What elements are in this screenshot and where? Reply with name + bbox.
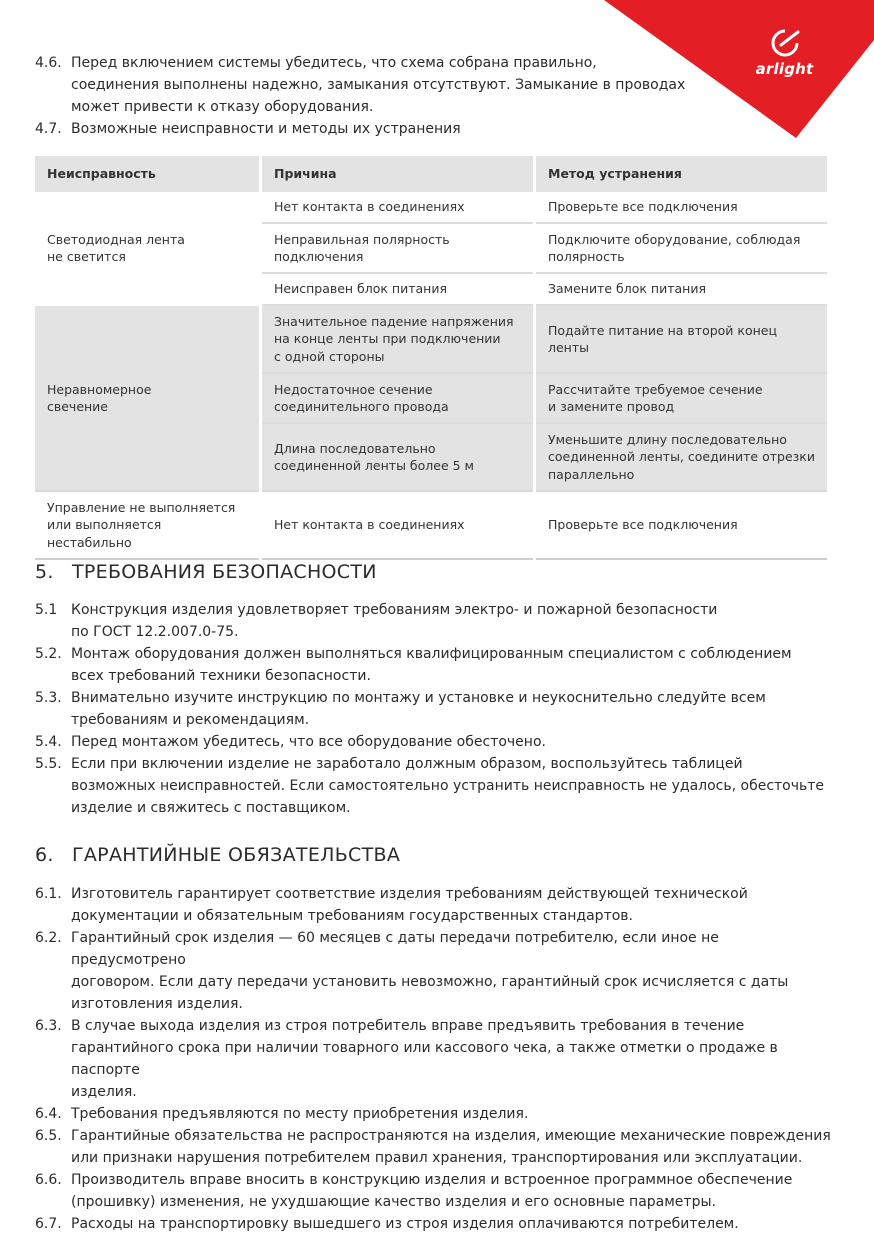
item-number: 4.6.: [35, 55, 62, 71]
item-text: [71, 1169, 835, 1213]
table-row: [35, 491, 827, 559]
fix-cell: [535, 223, 828, 273]
item-text: [71, 52, 835, 118]
item-text: [71, 643, 835, 687]
item-number: 4.7.: [35, 121, 62, 137]
text-line: требованиям и рекомендациям.: [71, 712, 310, 728]
section-6-heading: ГАРАНТИЙНЫЕ ОБЯЗАТЕЛЬСТВА: [72, 844, 401, 866]
item-number: 6.7.: [35, 1216, 62, 1232]
item-number: 5.5.: [35, 756, 62, 772]
text-line: с одной стороны: [274, 348, 385, 364]
text-line: Проверьте все подключения: [548, 517, 738, 533]
item-number: 6.2.: [35, 930, 62, 946]
text-line: Длина последовательно: [274, 440, 436, 456]
item-text: [71, 1213, 835, 1235]
text-line: соединенной ленты более 5 м: [274, 458, 474, 473]
section-5-number: 5.: [35, 561, 54, 583]
section-6-number: 6.: [35, 844, 54, 866]
item-number: 5.4.: [35, 734, 62, 750]
list-item: [35, 731, 835, 753]
cause-cell: [261, 223, 535, 273]
list-item: [35, 1103, 835, 1125]
text-line: нестабильно: [47, 534, 132, 550]
text-line: Если при включении изделие не заработало должным образом, воспользуйтесь таблицей: [71, 756, 743, 772]
cause-cell: [261, 373, 535, 423]
item-text: [71, 118, 835, 140]
text-line: или выполняется: [47, 517, 162, 533]
logo-text: arlight: [755, 60, 814, 78]
text-line: полярность: [548, 249, 625, 264]
item-text: [71, 599, 835, 643]
text-line: не светится: [47, 249, 126, 264]
table-row: [35, 192, 827, 223]
cause-cell: [261, 305, 535, 373]
item-number: 6.6.: [35, 1172, 62, 1188]
fix-cell: [535, 373, 828, 423]
item-number: 5.2.: [35, 646, 62, 662]
item-number: 6.4.: [35, 1106, 62, 1122]
fault-cell: [35, 192, 261, 305]
section-5-title: [35, 561, 377, 583]
fix-cell: [535, 273, 828, 305]
text-line: договором. Если дату передачи установить невозможно, гарантийный срок исчисляется с даты: [71, 974, 789, 990]
text-line: Производитель вправе вносить в конструкцию изделия и встроенное программное обеспечение: [71, 1172, 793, 1188]
fix-cell: [535, 491, 828, 559]
item-text: [71, 1125, 835, 1169]
text-line: Конструкция изделия удовлетворяет требованиям электро- и пожарной безопасности: [71, 602, 718, 618]
item-text: [71, 927, 835, 1015]
list-item: [35, 52, 835, 118]
text-line: В случае выхода изделия из строя потребитель вправе предъявить требования в течение: [71, 1018, 745, 1034]
text-line: Требования предъявляются по месту приобретения изделия.: [71, 1106, 529, 1122]
header-fault: Неисправность: [35, 156, 261, 192]
text-line: Внимательно изучите инструкцию по монтажу и установке и неукоснительно следуйте всем: [71, 690, 766, 706]
text-line: параллельно: [548, 466, 635, 482]
text-line: Недостаточное сечение: [274, 381, 433, 397]
text-line: документации и обязательным требованиям государственных стандартов.: [71, 908, 633, 924]
top-items-list: [35, 52, 835, 140]
text-line: Рассчитайте требуемое сечение: [548, 381, 763, 397]
section-6-title: [35, 844, 400, 866]
fault-cell: [35, 491, 261, 559]
cause-cell: [261, 192, 535, 223]
item-text: [71, 731, 835, 753]
item-number: 5.3.: [35, 690, 62, 706]
section-6-list: [35, 883, 835, 1235]
list-item: [35, 1213, 835, 1235]
text-line: возможных неисправностей. Если самостоятельно устранить неисправность не удалось, обесточьте: [71, 778, 825, 794]
section-5-heading: ТРЕБОВАНИЯ БЕЗОПАСНОСТИ: [72, 561, 377, 583]
item-number: 6.1.: [35, 886, 62, 902]
header-cause: Причина: [261, 156, 535, 192]
text-line: Монтаж оборудования должен выполняться квалифицированным специалистом с соблюдением: [71, 646, 792, 662]
list-item: [35, 118, 835, 140]
list-item: [35, 1015, 835, 1103]
item-text: [71, 753, 835, 819]
text-line: соединительного провода: [274, 399, 449, 414]
text-line: соединения выполнены надежно, замыкания отсутствуют. Замыкание в проводах: [71, 77, 686, 93]
faults-table: [35, 156, 827, 560]
item-number: 6.5.: [35, 1128, 62, 1144]
text-line: Неравномерное: [47, 381, 152, 397]
item-text: [71, 1015, 835, 1103]
cause-cell: [261, 423, 535, 491]
list-item: [35, 1169, 835, 1213]
item-number: 6.3.: [35, 1018, 62, 1034]
list-item: [35, 687, 835, 731]
item-text: [71, 1103, 835, 1125]
text-line: Гарантийные обязательства не распространяются на изделия, имеющие механические повреждения: [71, 1128, 831, 1144]
text-line: Перед монтажом убедитесь, что все оборудование обесточено.: [71, 734, 546, 750]
text-line: на конце ленты при подключении: [274, 331, 501, 347]
text-line: Управление не выполняется: [47, 499, 236, 515]
text-line: Нет контакта в соединениях: [274, 517, 465, 533]
text-line: по ГОСТ 12.2.007.0-75.: [71, 624, 239, 640]
item-number: 5.1: [35, 602, 58, 618]
text-line: Подайте питание на второй конец ленты: [548, 322, 777, 355]
list-item: [35, 927, 835, 1015]
table-row: [35, 305, 827, 373]
fix-cell: [535, 423, 828, 491]
text-line: Подключите оборудование, соблюдая: [548, 231, 801, 247]
text-line: Нет контакта в соединениях: [274, 199, 465, 215]
text-line: Расходы на транспортировку вышедшего из строя изделия оплачиваются потребителем.: [71, 1216, 739, 1232]
text-line: Возможные неисправности и методы их устранения: [71, 121, 461, 137]
fault-cell: [35, 305, 261, 491]
text-line: Значительное падение напряжения: [274, 313, 514, 329]
text-line: гарантийного срока при наличии товарного или кассового чека, а также отметки о продаже в паспорте: [71, 1040, 778, 1078]
list-item: [35, 883, 835, 927]
text-line: изделие и свяжитесь с поставщиком.: [71, 800, 351, 816]
text-line: соединенной ленты, соедините отрезки: [548, 449, 815, 465]
text-line: Замените блок питания: [548, 281, 706, 297]
text-line: Уменьшите длину последовательно: [548, 431, 787, 447]
cause-cell: [261, 491, 535, 559]
text-line: Перед включением системы убедитесь, что схема собрана правильно,: [71, 55, 597, 71]
text-line: или признаки нарушения потребителем правил хранения, транспортирования или эксплуатации.: [71, 1150, 803, 1166]
text-line: подключения: [274, 249, 364, 264]
item-text: [71, 883, 835, 927]
text-line: Светодиодная лента: [47, 231, 185, 247]
list-item: [35, 599, 835, 643]
list-item: [35, 753, 835, 819]
text-line: изделия.: [71, 1084, 137, 1100]
fix-cell: [535, 305, 828, 373]
text-line: (прошивку) изменения, не ухудшающие качество изделия и его основные параметры.: [71, 1194, 716, 1210]
text-line: может привести к отказу оборудования.: [71, 99, 374, 115]
text-line: всех требований техники безопасности.: [71, 668, 371, 684]
list-item: [35, 643, 835, 687]
text-line: Неправильная полярность: [274, 231, 450, 247]
section-5-list: [35, 599, 835, 819]
text-line: Неисправен блок питания: [274, 281, 447, 297]
text-line: Проверьте все подключения: [548, 199, 738, 215]
item-text: [71, 687, 835, 731]
text-line: Изготовитель гарантирует соответствие изделия требованиям действующей технической: [71, 886, 748, 902]
text-line: изготовления изделия.: [71, 996, 243, 1012]
text-line: и замените провод: [548, 399, 675, 414]
text-line: Гарантийный срок изделия — 60 месяцев с даты передачи потребителю, если иное не предусмотрено: [71, 930, 719, 968]
fix-cell: [535, 192, 828, 223]
cause-cell: [261, 273, 535, 305]
list-item: [35, 1125, 835, 1169]
text-line: свечение: [47, 399, 108, 414]
header-fix: Метод устранения: [535, 156, 828, 192]
table-header-row: [35, 156, 827, 192]
